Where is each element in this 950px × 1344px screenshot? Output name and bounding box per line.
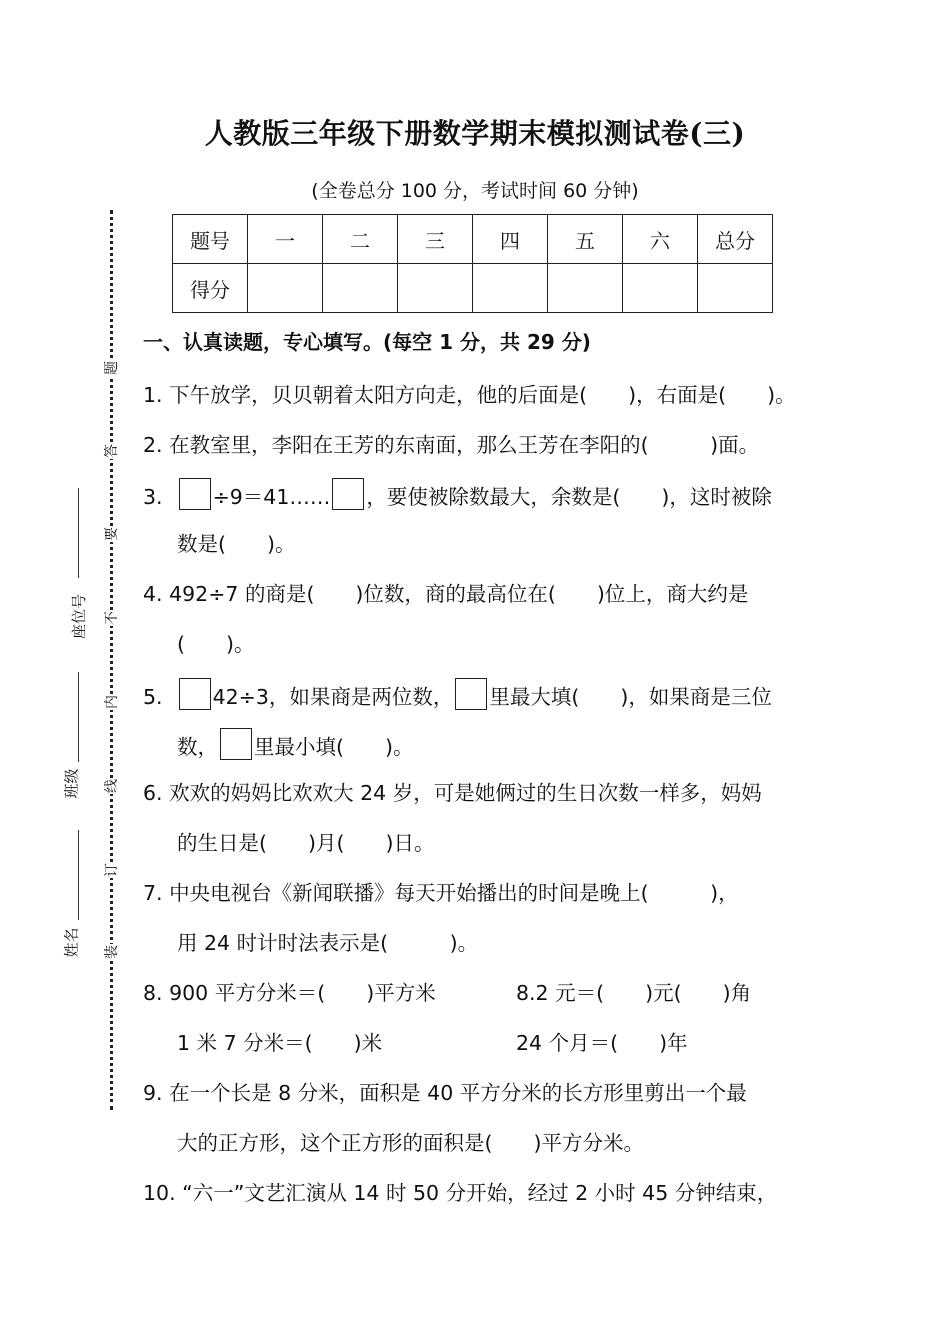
question-5 <box>143 678 772 710</box>
question-2: 2. 在教室里，李阳在王芳的东南面，那么王芳在李阳的( )面。 <box>143 433 760 457</box>
score-table <box>172 214 773 313</box>
score-table-header-row <box>173 215 773 264</box>
q3-text: ÷9＝41…… <box>212 485 331 509</box>
header-cell: 题号 <box>173 215 248 264</box>
blank-box[interactable] <box>179 478 211 510</box>
binding-char: 订 <box>104 863 120 877</box>
question-4: 4. 492÷7 的商是( )位数，商的最高位在( )位上，商大约是 <box>143 582 749 606</box>
question-number: 3. <box>143 485 163 509</box>
header-cell: 总分 <box>698 215 773 264</box>
header-cell: 五 <box>548 215 623 264</box>
binding-char: 题 <box>104 361 120 375</box>
header-cell: 四 <box>473 215 548 264</box>
q5-text: 42÷3，如果商是两位数， <box>212 685 454 709</box>
question-7-cont: 用 24 时计时法表示是( )。 <box>177 931 479 955</box>
blank-box[interactable] <box>179 678 211 710</box>
exam-info: (全卷总分 100 分，考试时间 60 分钟) <box>311 180 639 202</box>
blank-box[interactable] <box>220 728 252 760</box>
class-line[interactable] <box>78 672 79 762</box>
blank-box[interactable] <box>455 678 487 710</box>
score-cell[interactable] <box>698 264 773 313</box>
question-6-cont: 的生日是( )月( )日。 <box>177 831 435 855</box>
page-title: 人教版三年级下册数学期末模拟测试卷(三) <box>204 117 746 150</box>
question-number: 5. <box>143 685 163 709</box>
binding-char: 不 <box>104 611 120 625</box>
class-label: 班级 <box>62 768 81 799</box>
binding-dotted-line <box>110 210 113 1110</box>
question-9-cont: 大的正方形，这个正方形的面积是( )平方分米。 <box>177 1131 644 1155</box>
binding-char: 装 <box>104 945 120 959</box>
seat-number-line[interactable] <box>78 488 79 578</box>
score-cell[interactable] <box>548 264 623 313</box>
question-1: 1. 下午放学，贝贝朝着太阳方向走，他的后面是( )，右面是( )。 <box>143 383 796 407</box>
score-cell[interactable] <box>323 264 398 313</box>
binding-char: 线 <box>104 779 120 793</box>
q5-text: 里最小填( )。 <box>254 735 414 759</box>
q5-text: 数， <box>177 735 218 759</box>
question-8-d: 24 个月＝( )年 <box>516 1031 688 1055</box>
question-8-b: 8.2 元＝( )元( )角 <box>516 981 752 1005</box>
binding-char: 内 <box>104 695 120 709</box>
binding-char: 答 <box>104 444 120 458</box>
seat-number-label: 座位号 <box>70 593 89 640</box>
question-7: 7. 中央电视台《新闻联播》每天开始播出的时间是晚上( )， <box>143 881 739 905</box>
question-8-c: 1 米 7 分米＝( )米 <box>177 1031 383 1055</box>
question-3-cont: 数是( )。 <box>177 532 296 556</box>
score-cell[interactable] <box>623 264 698 313</box>
header-cell: 三 <box>398 215 473 264</box>
question-3 <box>143 478 772 510</box>
q5-text: 里最大填( )，如果商是三位 <box>489 685 772 709</box>
question-10: 10. “六一”文艺汇演从 14 时 50 分开始，经过 2 小时 45 分钟结束， <box>143 1181 778 1205</box>
binding-char: 要 <box>104 527 120 541</box>
question-8-a: 8. 900 平方分米＝( )平方米 <box>143 981 436 1005</box>
header-cell: 六 <box>623 215 698 264</box>
score-table-score-row <box>173 264 773 313</box>
name-label: 姓名 <box>62 927 81 958</box>
header-cell: 一 <box>248 215 323 264</box>
score-cell[interactable] <box>398 264 473 313</box>
name-line[interactable] <box>78 830 79 920</box>
score-cell[interactable] <box>248 264 323 313</box>
question-5-cont <box>177 728 414 760</box>
score-row-label: 得分 <box>173 264 248 313</box>
question-6: 6. 欢欢的妈妈比欢欢大 24 岁，可是她俩过的生日次数一样多，妈妈 <box>143 781 762 805</box>
header-cell: 二 <box>323 215 398 264</box>
section-heading: 一、认真读题，专心填写。(每空 1 分，共 29 分) <box>143 330 591 354</box>
question-9: 9. 在一个长是 8 分米，面积是 40 平方分米的长方形里剪出一个最 <box>143 1081 747 1105</box>
q3-text: ，要使被除数最大，余数是( )，这时被除 <box>366 485 772 509</box>
score-cell[interactable] <box>473 264 548 313</box>
blank-box[interactable] <box>332 478 364 510</box>
question-4-cont: ( )。 <box>177 632 255 656</box>
